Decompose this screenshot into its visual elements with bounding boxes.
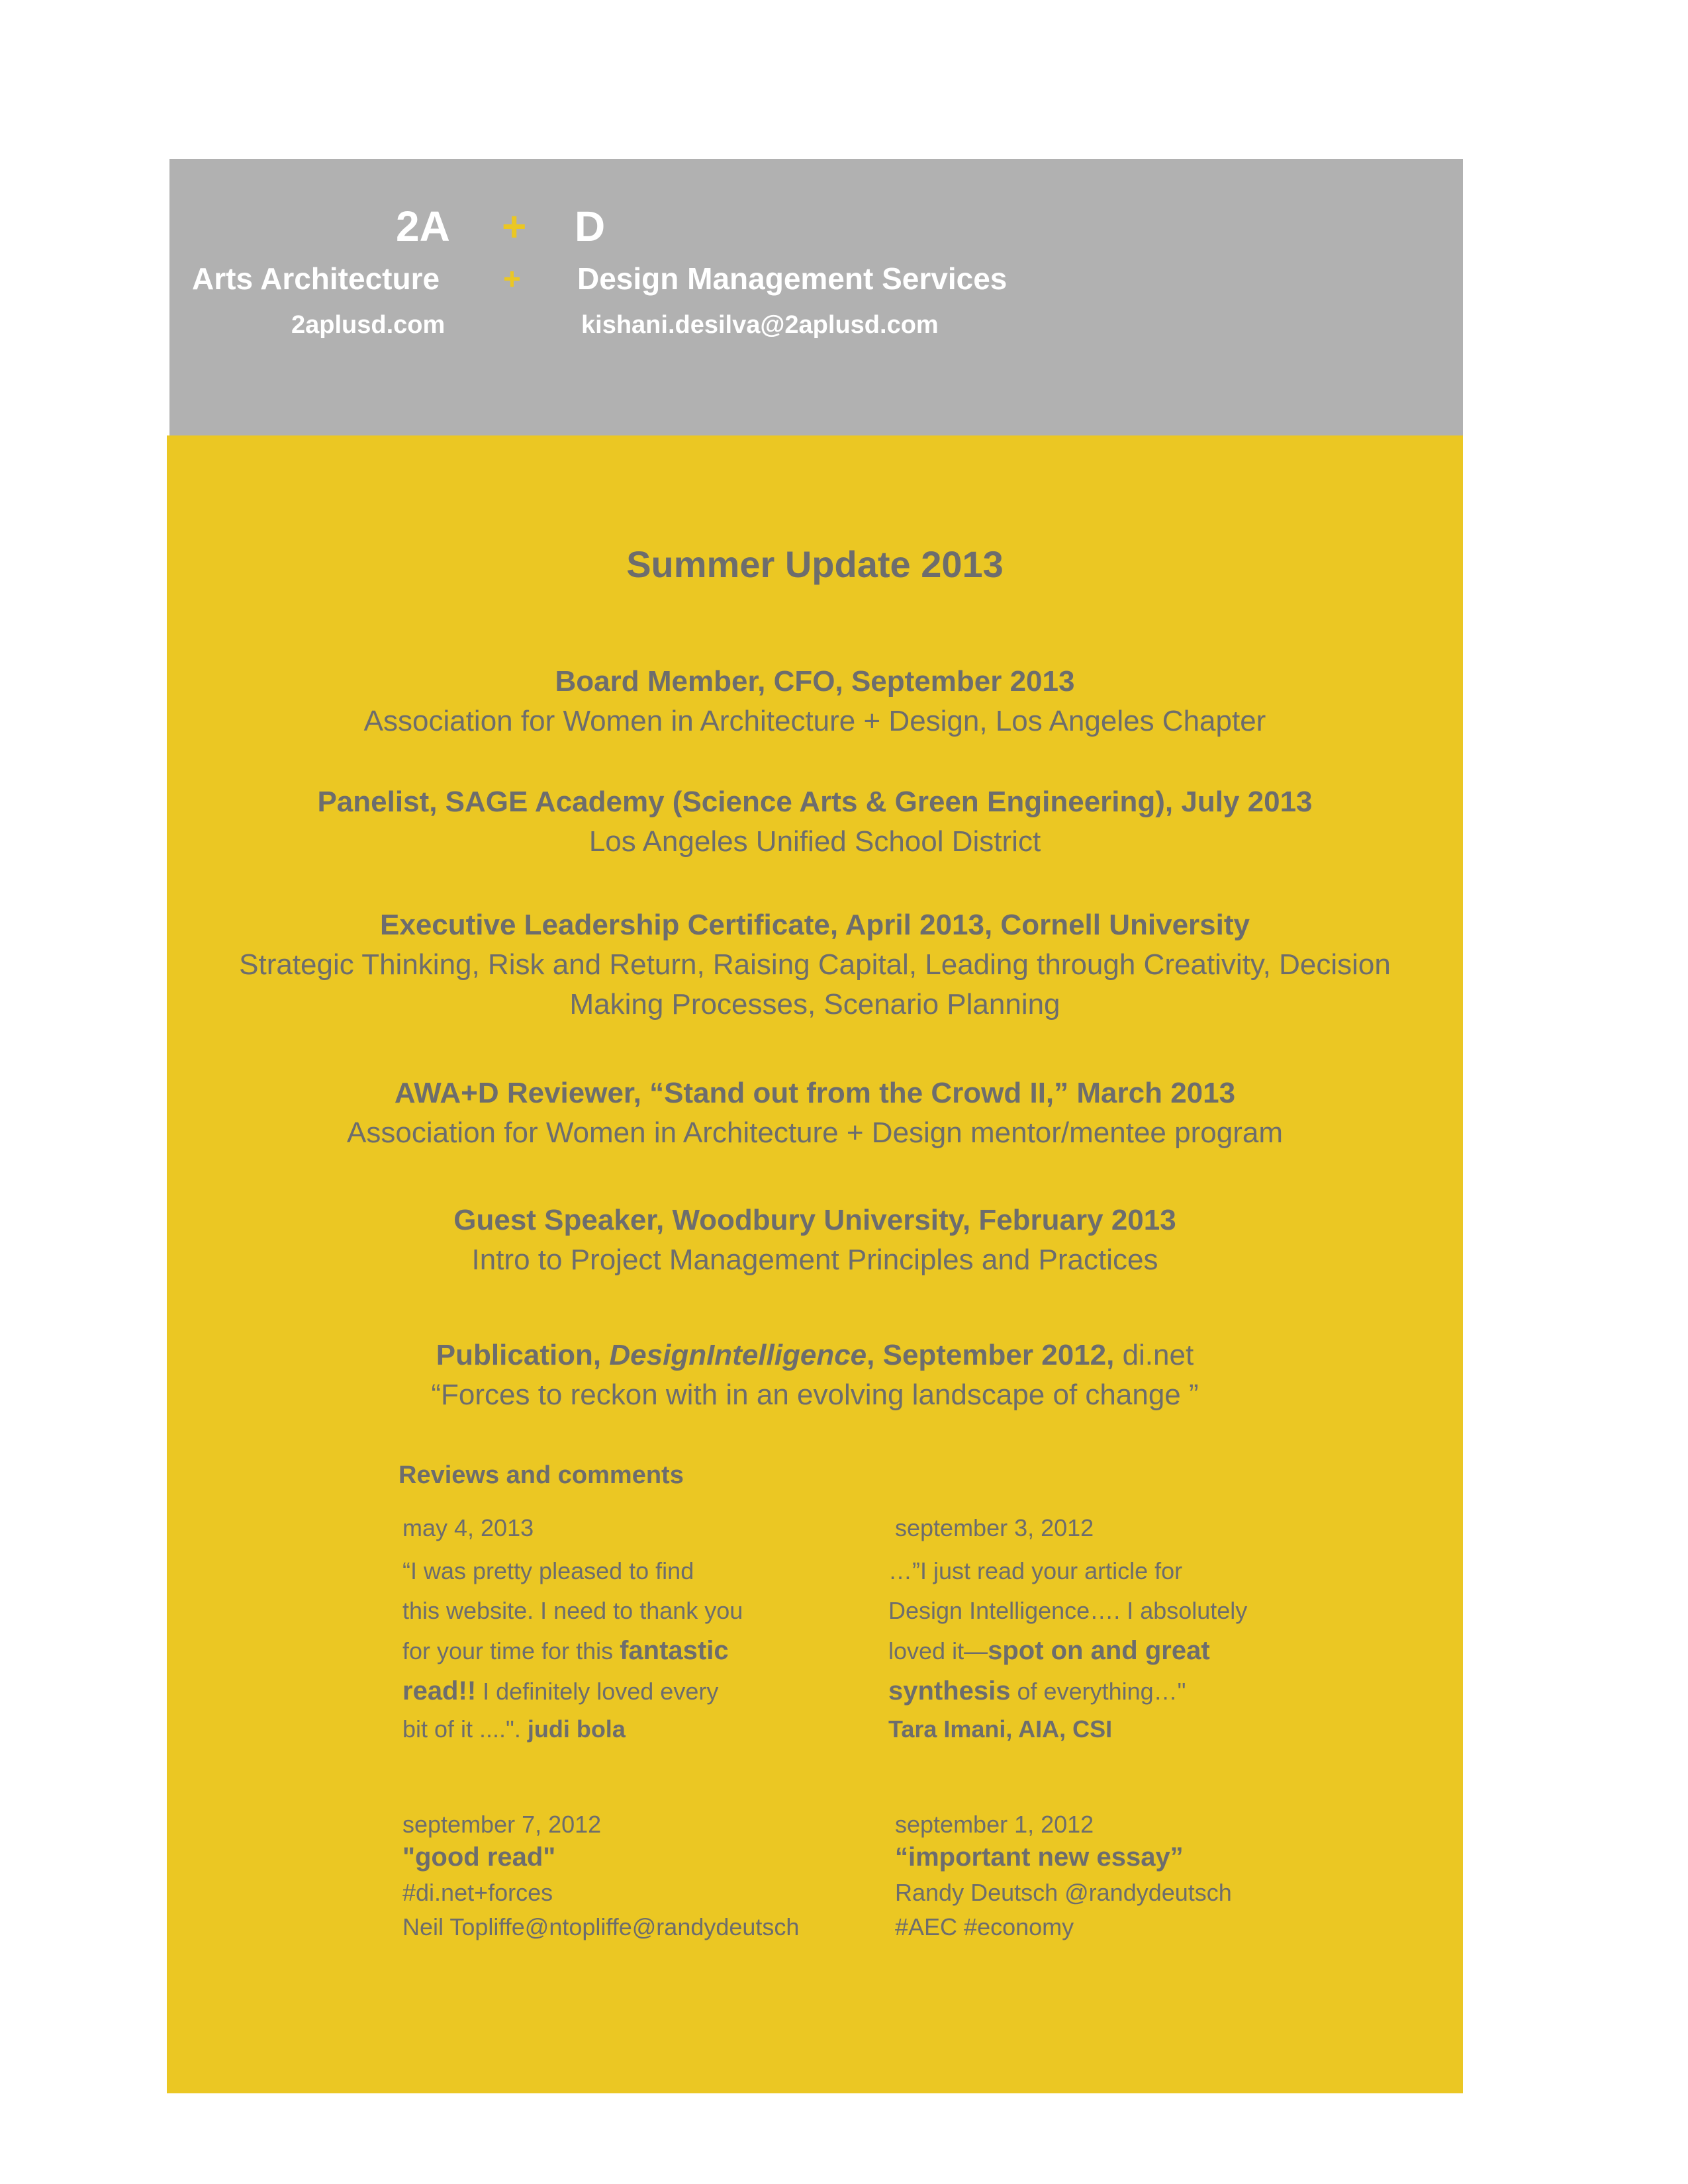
publication-journal: DesignIntelligence [609,1339,867,1371]
review-text-line [402,1671,743,1711]
entry-panelist [167,782,1463,862]
review-author: Randy Deutsch @randydeutsch [895,1879,1232,1906]
publication-quote: “Forces to reckon with in an evolving landscape of change ” [431,1379,1199,1411]
review-text: for your time for this [402,1637,620,1664]
review-hashtag: #di.net+forces [402,1879,553,1906]
review-text-line: Design Intelligence…. I absolutely [888,1597,1248,1624]
entry-line: Strategic Thinking, Risk and Return, Raising Capital, Leading through Creativity, Decision [239,948,1391,981]
review-text-line [888,1671,1247,1711]
review-text: loved it— [888,1637,988,1664]
review-author: Tara Imani, AIA, CSI [888,1715,1113,1743]
review-text-line: “I was pretty pleased to find [402,1557,694,1584]
entry-board-member [167,662,1463,741]
review-text-line: this website. I need to thank you [402,1597,743,1624]
review-text-line [402,1631,743,1671]
entry-line: Los Angeles Unified School District [588,825,1041,858]
brand-left-subtitle: Arts Architecture [192,261,440,296]
review-text: of everything…" [1010,1678,1186,1705]
email-link[interactable]: kishani.desilva@2aplusd.com [581,311,939,339]
brand-left-title: 2A [396,203,450,250]
reviews-heading: Reviews and comments [399,1461,684,1489]
publication-heading [167,1336,1463,1375]
entry-heading: Executive Leadership Certificate, April 2013, Cornell University [380,909,1250,941]
review-highlight: read!! [402,1676,477,1706]
entry-line: Intro to Project Management Principles and Practices [471,1244,1158,1276]
review-text-line [402,1711,743,1747]
publication-date: , September 2012, [867,1339,1123,1371]
review-text-line: …”I just read your article for [888,1557,1183,1584]
review-card-1 [402,1514,743,1747]
entry-heading: AWA+D Reviewer, “Stand out from the Crowd II,” March 2013 [394,1077,1236,1109]
brand-plus-2: + [503,261,521,296]
review-quote: "good read" [402,1843,556,1872]
review-text: I definitely loved every [476,1678,719,1705]
entry-line: Association for Women in Architecture + Design mentor/mentee program [347,1116,1283,1149]
entry-guest-speaker [167,1201,1463,1280]
brand-right-title: D [575,203,606,250]
review-date: may 4, 2013 [402,1514,534,1541]
review-text: bit of it ....". [402,1715,528,1743]
entry-heading: Panelist, SAGE Academy (Science Arts & Green Engineering), July 2013 [317,786,1313,818]
entry-certificate [167,905,1463,1024]
entry-heading: Board Member, CFO, September 2013 [555,665,1075,698]
publication-prefix: Publication, [436,1339,610,1371]
review-highlight: fantastic [620,1636,729,1665]
entry-publication [167,1336,1463,1415]
review-date: september 7, 2012 [402,1811,602,1838]
brand-right-subtitle: Design Management Services [577,261,1008,296]
review-text-line [888,1631,1247,1671]
review-card-4 [895,1811,1232,1941]
page-title: Summer Update 2013 [626,543,1004,585]
website-link[interactable]: 2aplusd.com [291,311,445,339]
review-author: Neil Topliffe@ntopliffe@randydeutsch [402,1913,800,1940]
entry-line: Making Processes, Scenario Planning [569,988,1060,1021]
entry-heading: Guest Speaker, Woodbury University, February 2013 [453,1204,1176,1236]
review-highlight: spot on and great [988,1636,1210,1665]
brand-plus-1: + [502,203,527,250]
review-author: judi bola [527,1715,626,1743]
publication-site[interactable]: di.net [1122,1339,1194,1371]
review-quote: “important new essay” [895,1843,1184,1872]
header-band [169,159,1463,435]
review-hashtag: #AEC #economy [895,1913,1074,1940]
entry-reviewer [167,1073,1463,1153]
review-date: september 1, 2012 [895,1811,1094,1838]
review-date: september 3, 2012 [895,1514,1094,1541]
review-card-2 [888,1514,1247,1747]
review-highlight: synthesis [888,1676,1011,1706]
entry-line: Association for Women in Architecture + Design, Los Angeles Chapter [363,705,1266,737]
review-card-3 [402,1811,799,1941]
